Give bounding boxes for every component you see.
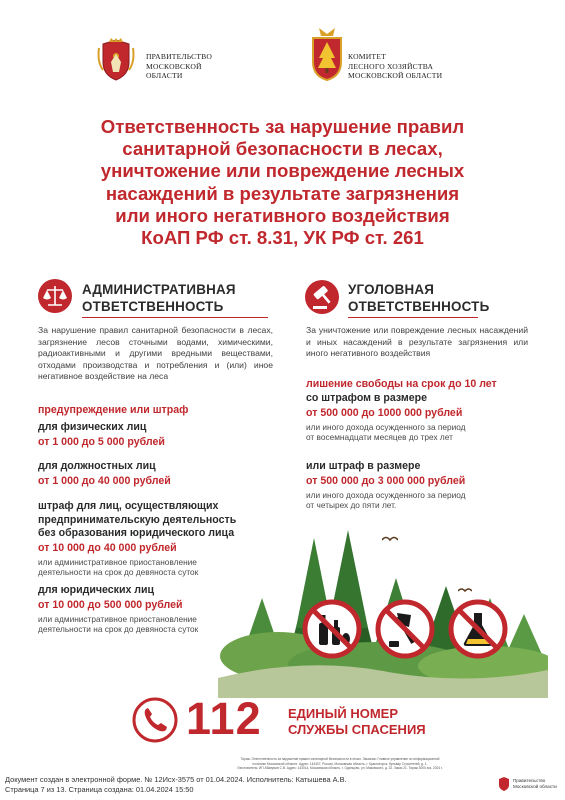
admin-individuals-amount: от 1 000 до 5 000 рублей <box>38 436 165 448</box>
criminal-heading-line: УГОЛОВНАЯ <box>348 282 435 297</box>
note-line: от четырех до пяти лет. <box>306 500 397 511</box>
doc-line: Документ создан в электронной форме. № 12Исх-3575 от 01.04.2024. Исполнитель: Катышева А.В. <box>5 775 347 784</box>
entrepreneurs-line: без образования юридического лица <box>38 527 235 540</box>
gavel-icon <box>304 279 340 315</box>
criminal-penalty1-head <box>306 378 497 405</box>
bird-icon <box>382 532 398 542</box>
criminal-penalty1-amount: от 500 000 до 1000 000 рублей <box>306 407 463 419</box>
note-line: деятельности на срок до девяноста суток <box>38 624 199 635</box>
org-name-government <box>146 52 212 81</box>
admin-heading-line: ОТВЕТСТВЕННОСТЬ <box>82 299 224 314</box>
penalty1-line: со штрафом в размере <box>306 391 427 404</box>
title-line: Ответственность за нарушение правил <box>100 116 465 137</box>
title-line: или иного негативного воздействия <box>115 204 450 226</box>
admin-heading-underline <box>82 317 268 318</box>
scales-icon <box>37 278 73 314</box>
note-line: или иного дохода осужденного за период <box>306 490 466 500</box>
criminal-description: За уничтожение или повреждение лесных насаждений и иных насаждений в результате загрязнения или иного негативного воздействия <box>306 325 528 359</box>
emergency-label-line: СЛУЖБЫ СПАСЕНИЯ <box>288 722 426 737</box>
admin-penalty-head: предупреждение или штраф <box>38 404 189 416</box>
note-line: или иного дохода осужденного за период <box>306 422 466 432</box>
admin-officials-label: для должностных лиц <box>38 460 156 472</box>
org2-line: КОМИТЕТ <box>348 52 386 61</box>
phone-icon <box>132 697 178 743</box>
criminal-penalty2-amount: от 500 000 до 3 000 000 рублей <box>306 475 466 487</box>
emergency-number: 112 <box>186 693 262 744</box>
org-name-committee <box>348 52 442 81</box>
note-line: или административное приостановление <box>38 614 197 624</box>
criminal-penalty2-head: или штраф в размере <box>306 460 421 472</box>
doc-line: Страница 7 из 13. Страница создана: 01.04.2024 15:50 <box>5 784 194 794</box>
admin-heading <box>82 281 236 315</box>
admin-individuals-label: для физических лиц <box>38 421 147 433</box>
entrepreneurs-line: предпринимательскую деятельность <box>38 513 237 526</box>
print-imprint <box>150 757 530 771</box>
criminal-penalty1-note <box>306 422 466 443</box>
title-line: уничтожение или повреждение лесных <box>100 160 465 182</box>
admin-legal-note <box>38 614 198 635</box>
mo-coat-of-arms-icon <box>97 38 135 82</box>
note-line: деятельности на срок до девяноста суток <box>38 567 199 578</box>
admin-legal-amount: от 10 000 до 500 000 рублей <box>38 599 183 611</box>
criminal-penalty2-note <box>306 490 466 511</box>
org1-line: ОБЛАСТИ <box>146 71 183 81</box>
corner-line: Московской области <box>513 783 557 789</box>
admin-description: За нарушение правил санитарной безопасности в лесах, загрязнение лесов сточными водами, химическими, радиоактивными и другими вредными веществами, отходами производства и потребления и (или) иное негативное воздействие на леса <box>38 325 273 382</box>
corner-line: Правительство <box>513 778 546 783</box>
criminal-heading-underline <box>348 317 478 318</box>
admin-entrepreneurs-label <box>38 500 236 541</box>
imprint-line: Тираж: Ответственность за нарушение правил санитарной безопасности в лесах. Заказчик: Главное управление по информационной <box>240 757 440 761</box>
criminal-heading <box>348 281 489 315</box>
bird-icon <box>458 583 472 592</box>
org2-line: ЛЕСНОГО ХОЗЯЙСТВА <box>348 61 434 71</box>
document-stamp <box>5 775 347 794</box>
forestry-emblem-icon <box>309 26 345 82</box>
admin-legal-label: для юридических лиц <box>38 584 155 596</box>
imprint-line: Изготовитель: ИП Абакумов С.В. Адрес: 143014, Московская область, г. Одинцово, ул. Маковского, д. 32. Заказ 21. Тираж 3000 экз. 2024 г. <box>237 766 443 771</box>
admin-heading-line: АДМИНИСТРАТИВНАЯ <box>82 282 236 297</box>
corner-org-name <box>513 778 557 789</box>
criminal-heading-line: ОТВЕТСТВЕННОСТЬ <box>348 299 490 314</box>
penalty1-line: лишение свободы на срок до 10 лет <box>306 378 497 390</box>
org1-line: ПРАВИТЕЛЬСТВО <box>146 52 213 61</box>
emergency-label <box>288 706 426 738</box>
no-chemicals-icon <box>448 599 508 659</box>
no-bottles-icon <box>302 599 362 659</box>
emergency-label-line: ЕДИНЫЙ НОМЕР <box>288 706 399 721</box>
imprint-line: политике Московской области. Адрес: 143407, Россия, Московская область, г. Красногорск, бульвар Строителей, д. 1. <box>252 761 428 766</box>
title-line: санитарной безопасности в лесах, <box>122 138 443 160</box>
no-axe-icon <box>375 599 435 659</box>
note-line: от восемнадцати месяцев до трех лет <box>306 432 453 443</box>
note-line: или административное приостановление <box>38 557 197 567</box>
title-line: КоАП РФ ст. 8.31, УК РФ ст. 261 <box>141 227 424 249</box>
org1-line: МОСКОВСКОЙ <box>146 61 202 71</box>
org2-line: МОСКОВСКОЙ ОБЛАСТИ <box>348 71 443 81</box>
admin-entrepreneurs-note <box>38 557 198 578</box>
title-line: насаждений в результате загрязнения <box>105 182 460 204</box>
mo-coat-of-arms-icon <box>498 777 510 791</box>
admin-entrepreneurs-amount: от 10 000 до 40 000 рублей <box>38 542 177 554</box>
admin-officials-amount: от 1 000 до 40 000 рублей <box>38 475 171 487</box>
entrepreneurs-line: штраф для лиц, осуществляющих <box>38 500 219 512</box>
page-title <box>40 116 525 249</box>
